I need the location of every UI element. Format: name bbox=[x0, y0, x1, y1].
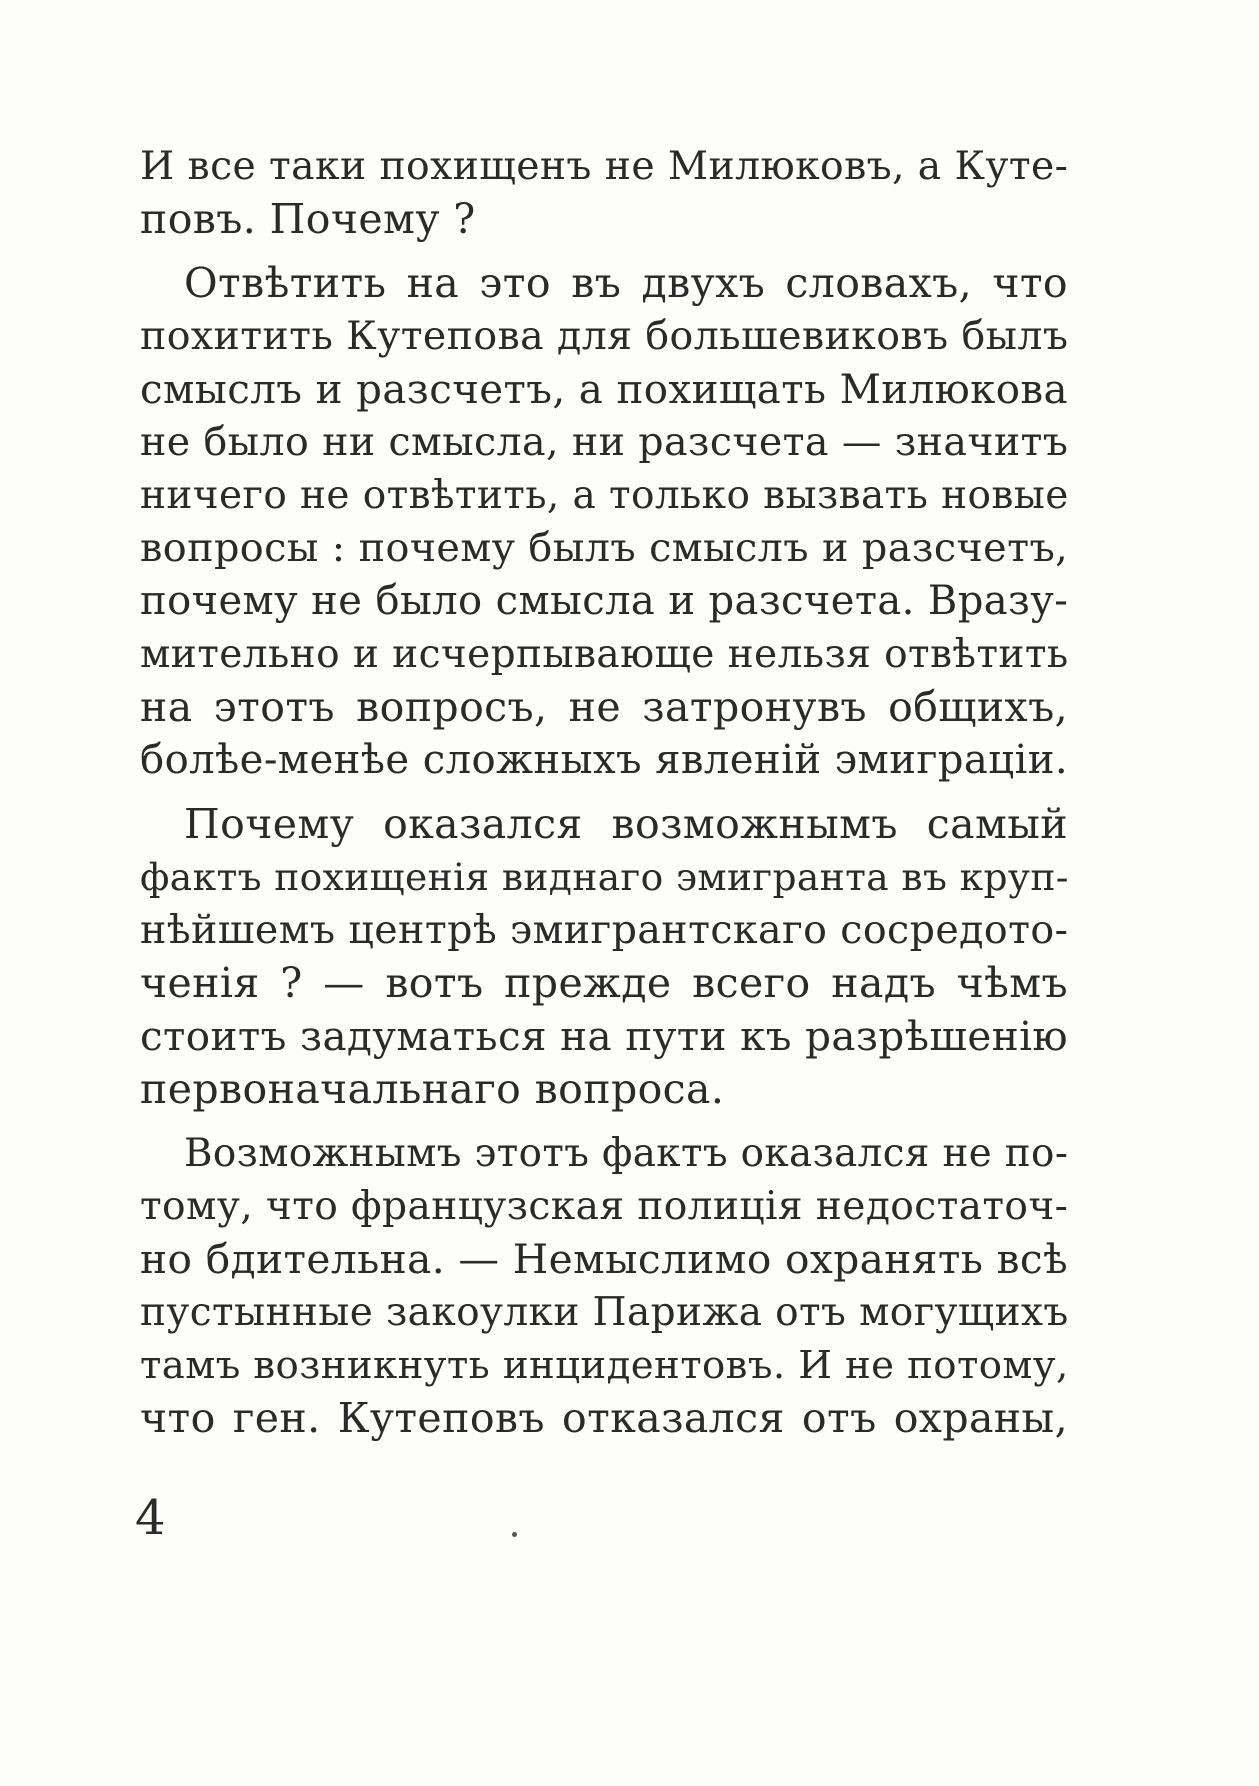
text-line: ченія ? — вотъ прежде всего надъ чѣмъ bbox=[140, 959, 1068, 1007]
text-line: мительно и исчерпывающе нельзя отвѣтить bbox=[140, 632, 1069, 677]
body-text bbox=[140, 140, 1068, 1456]
text-line: ничего не отвѣтить, а только вызвать новые bbox=[140, 473, 1069, 518]
text-line: на этотъ вопросъ, не затронувъ общихъ, bbox=[140, 683, 1068, 731]
text-line: повъ. Почему ? bbox=[140, 195, 476, 243]
paragraph-3 bbox=[140, 798, 1068, 1116]
text-line: что ген. Кутеповъ отказался отъ охраны, bbox=[140, 1394, 1068, 1442]
text-line: смыслъ и разсчетъ, а похищать Милюкова bbox=[140, 366, 1068, 413]
text-line: Возможнымъ этотъ фактъ оказался не по- bbox=[184, 1131, 1069, 1176]
text-line: тамъ возникнуть инцидентовъ. И не потому, bbox=[140, 1343, 1069, 1388]
print-speck bbox=[512, 1532, 517, 1537]
text-line: нѣйшемъ центрѣ эмигрантскаго сосредото- bbox=[140, 907, 1069, 953]
text-line: не было ни смысла, ни разсчета — значитъ bbox=[140, 419, 1069, 465]
text-line: первоначальнаго вопроса. bbox=[140, 1065, 725, 1113]
text-line: почему не было смысла и разсчета. Вразу- bbox=[140, 578, 1069, 624]
text-line: Почему оказался возможнымъ самый bbox=[184, 800, 1068, 848]
text-line: И все таки похищенъ не Милюковъ, а Куте- bbox=[140, 144, 1069, 189]
paragraph-1 bbox=[140, 140, 1068, 246]
text-line: фактъ похищенія виднаго эмигранта въ круп- bbox=[140, 855, 1069, 899]
text-line: болѣе-менѣе сложныхъ явленій эмиграціи. bbox=[140, 737, 1069, 783]
text-line: стоитъ задуматься на пути къ разрѣшенію bbox=[140, 1012, 1068, 1060]
text-line: тому, что французская полиція недостаточ- bbox=[140, 1184, 1069, 1229]
text-line: похитить Кутепова для большевиковъ былъ bbox=[140, 313, 1069, 359]
text-line: пустынные закоулки Парижа отъ могущихъ bbox=[140, 1290, 1069, 1335]
text-line: вопросы : почему былъ смыслъ и разсчетъ, bbox=[140, 525, 1069, 571]
paragraph-4 bbox=[140, 1127, 1068, 1445]
paragraph-2 bbox=[140, 257, 1068, 787]
text-line: Отвѣтить на это въ двухъ словахъ, что bbox=[184, 259, 1068, 307]
text-line: но бдительна. — Немыслимо охранять всѣ bbox=[140, 1235, 1068, 1283]
page-number: 4 bbox=[135, 1490, 166, 1546]
